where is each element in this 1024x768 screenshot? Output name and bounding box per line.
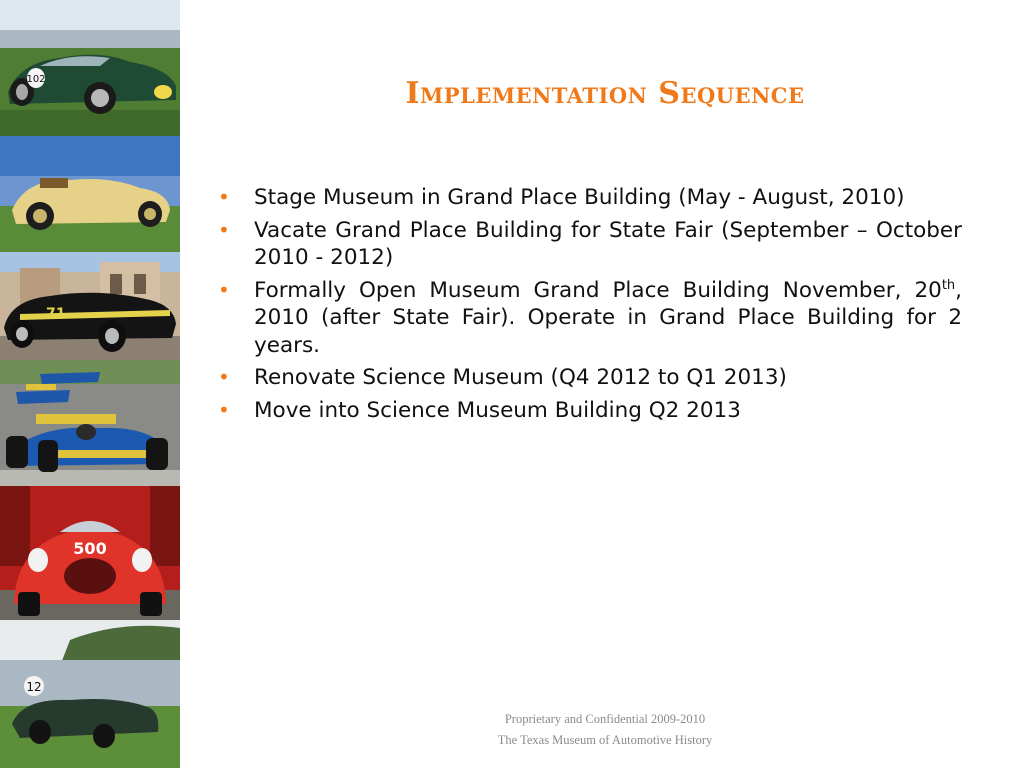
bullet-list	[218, 184, 962, 429]
car-number-label: 12	[26, 680, 42, 694]
bullet-text: Move into Science Museum Building Q2 2013	[254, 397, 741, 423]
green-race-car-102-photo	[0, 0, 180, 136]
bullet-item	[218, 364, 962, 392]
footer-confidential: Proprietary and Confidential 2009-2010	[504, 712, 706, 726]
yellow-roadster-photo	[0, 136, 180, 252]
car-number-label: 500	[73, 539, 107, 558]
car-number-label: 71	[46, 306, 66, 322]
bullet-item	[218, 184, 962, 212]
slide-title: Implementation Sequence	[405, 76, 805, 111]
bullet-dot-icon: •	[218, 217, 230, 242]
dark-green-jaguar-photo	[0, 620, 180, 768]
footer-organization: The Texas Museum of Automotive History	[497, 733, 713, 747]
formula-cars-photo	[0, 360, 180, 486]
bullet-item	[218, 397, 962, 425]
bullet-text: Vacate Grand Place Building for State Fair (September – October 2010 - 2012)	[254, 217, 962, 270]
bullet-text: Stage Museum in Grand Place Building (May - August, 2010)	[254, 185, 905, 210]
red-maserati-500-photo	[0, 486, 180, 620]
bullet-dot-icon: •	[218, 185, 230, 209]
bullet-text-post: , 2010 (after State Fair). Operate in Grand Place Building for 2 years.	[254, 277, 962, 358]
car-number-label: 102	[26, 74, 46, 85]
bullet-text-pre: Formally Open Museum Grand Place Building November, 20	[254, 277, 942, 303]
bullet-item	[218, 217, 962, 272]
bullet-dot-icon: •	[218, 397, 230, 422]
bullet-dot-icon: •	[218, 277, 230, 302]
black-cobra-71-photo	[0, 252, 180, 360]
bullet-text: Renovate Science Museum (Q4 2012 to Q1 2013)	[254, 365, 787, 390]
bullet-dot-icon: •	[218, 365, 230, 389]
bullet-item	[218, 277, 962, 360]
car-photo-strip	[0, 0, 180, 768]
ordinal-superscript: th	[941, 277, 956, 293]
